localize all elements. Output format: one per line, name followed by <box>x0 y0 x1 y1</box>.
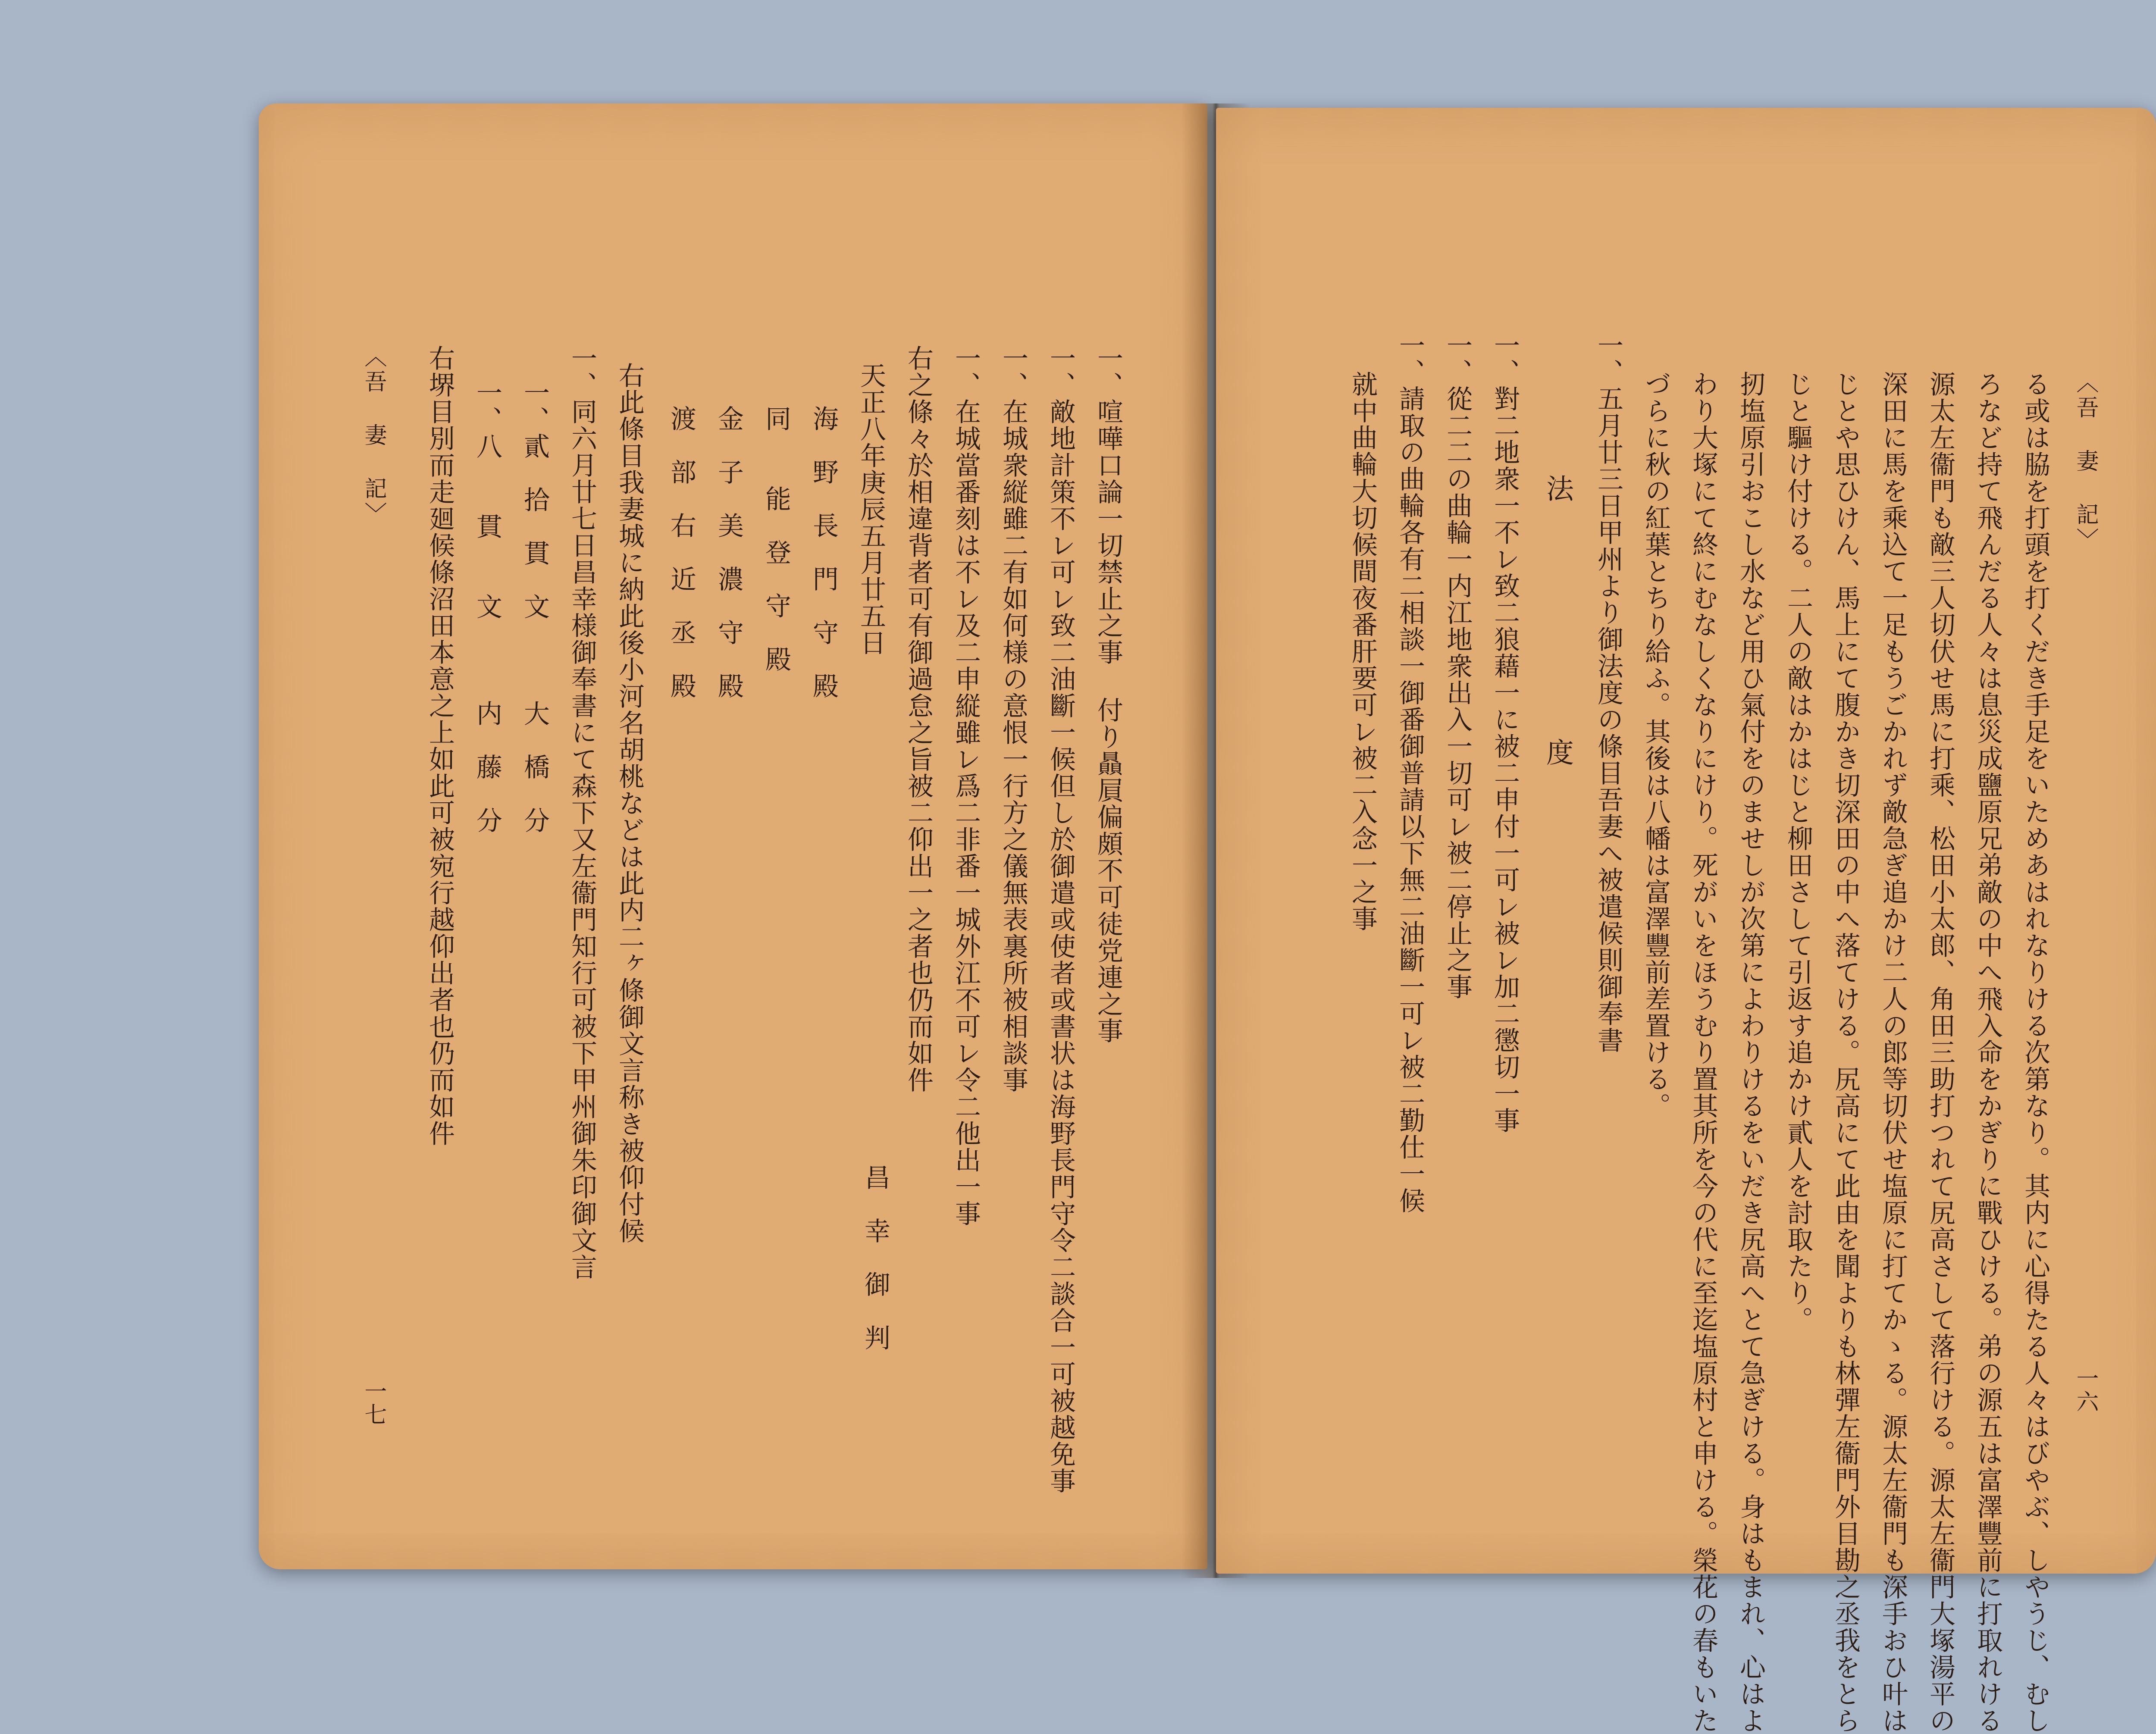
addressee: 渡 部 右 近 丞 殿 <box>666 405 696 699</box>
text-column: る或は脇を打頭を打くだき手足をいためあはれなりける次第なり。其内に心得たる人々はびやぶ、しやうじ、むし <box>2020 371 2050 1734</box>
text-column: 一、從二二の曲輪一内江地衆出入一切可レ被二停止之事 <box>1442 332 1473 1000</box>
addressee: 同 能 登 守 殿 <box>761 405 791 673</box>
text-column: 一、在城當番刻は不レ及二申縦雖レ爲二非番一城外江不可レ令二他出一事 <box>951 345 981 1227</box>
addressee: 金 子 美 濃 守 殿 <box>714 405 744 699</box>
text-column: 一、八 貫 文 内 藤 分 <box>472 379 502 834</box>
page-number: 一七 <box>360 1380 386 1426</box>
section-title: 法 度 <box>1542 474 1573 826</box>
text-column: 源太左衞門も敵三人切伏せ馬に打乘、松田小太郎、角田三助打つれて尻高さして落行ける。源太左衞門大塚湯平の <box>1925 371 1955 1734</box>
page-header: 〈吾 妻 記〉 <box>360 345 386 527</box>
open-book <box>241 103 2156 1734</box>
text-column: 一、同六月廿七日昌幸様御奉書にて森下又左衞門知行可被下甲州御朱印御文言 <box>567 345 597 1280</box>
text-column: 一、五月廿三日甲州より御法度の條目吾妻へ被遣候則御奉書 <box>1593 332 1623 1054</box>
text-column: 一、在城衆縦雖二有如何様の意恨一行方之儀無表裏所被相談事 <box>998 345 1028 1093</box>
page-number: 一六 <box>2072 1367 2098 1413</box>
text-column: づらに秋の紅葉とちり給ふ。其後は八幡は富澤豐前差置ける。 <box>1641 371 1671 1119</box>
text-column: ろなど持て飛んだる人々は息災成鹽原兄弟敵の中へ飛入命をかぎりに戰ひける。弟の源五は富澤豐前に打取れける <box>1973 371 2003 1734</box>
text-column: 就中曲輪大切候間夜番肝要可レ被二入念一之事 <box>1348 371 1378 932</box>
text-column: 一、對二地衆一不レ致二狼藉一に被二申付一可レ被レ加二懲切一事 <box>1490 332 1520 1134</box>
text-column: 一、喧嘩口論一切禁止之事 付り贔屓偏頗不可徒党連之事 <box>1093 345 1123 1044</box>
text-column: 一、敵地計策不レ可レ致二油斷一候但し於御遣或使者或書状は海野長門守令二談合一可被越免事 <box>1046 345 1076 1494</box>
text-column: 一、請取の曲輪各有二相談一御番御普請以下無二油斷一可レ被二勤仕一候 <box>1395 332 1425 1214</box>
left-page <box>259 103 1207 1569</box>
right-page <box>1216 108 2156 1734</box>
text-column: 一、貳 拾 貫 文 大 橋 分 <box>520 379 550 834</box>
text-column: 右堺目別而走廻候條沼田本意之上如此可被宛行越仰出者也仍而如件 <box>425 345 455 1147</box>
text-column: 深田に馬を乘込て一足もうごかれず敵急ぎ追かけ二人の郎等切伏せ塩原に打てかゝる。源太左衞門も深手おひ叶は <box>1878 371 1908 1734</box>
text-column: わり大塚にて終にむなしくなりにけり。死がいをほうむり置其所を今の代に至迄塩原村と申ける。榮花の春もいた <box>1688 371 1718 1734</box>
text-column: じと驅け付ける。二人の敵はかはじと柳田さして引返す追かけ貳人を討取たり。 <box>1783 371 1813 1333</box>
page-header: 〈吾 妻 記〉 <box>2072 371 2098 553</box>
text-column: 扨塩原引おこし水など用ひ氣付をのませしが次第によわりけるをいだき尻高へとて急ぎける。身はもまれ、心はよ <box>1736 371 1766 1734</box>
signature: 昌 幸 御 判 <box>860 1164 890 1351</box>
text-column: じとや思ひけん、馬上にて腹かき切深田の中へ落てける。尻高にて此由を聞よりも林彈左衞門外目勘之丞我をとら <box>1830 371 1861 1734</box>
addressee: 海 野 長 門 守 殿 <box>808 405 839 699</box>
text-column: 右此條目我妻城に納此後小河名胡桃などは此内二ヶ條御文言称き被仰付候 <box>614 362 645 1244</box>
date-line: 天正八年庚辰五月廿五日 <box>856 362 886 656</box>
text-column: 右之條々於相違背者可有御過怠之旨被二仰出一之者也仍而如件 <box>903 345 934 1093</box>
